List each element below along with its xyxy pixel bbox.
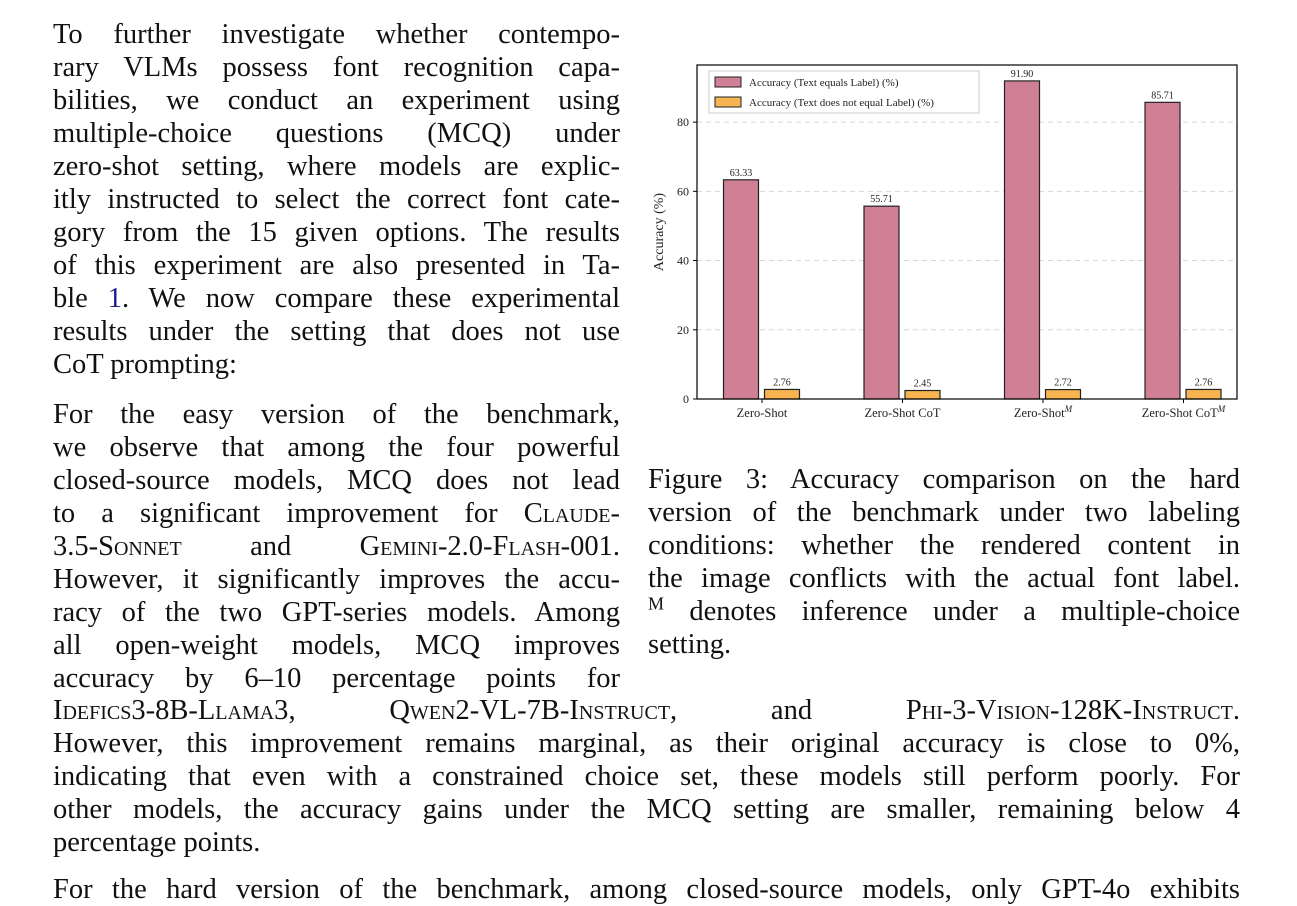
x-tick-label: Zero-Shot CoT (864, 406, 941, 420)
text-line (648, 595, 1240, 628)
text-segment: However, it significantly improves the accu- (53, 564, 620, 595)
text-segment: ble (53, 283, 108, 314)
bar-value-label: 2.76 (773, 377, 791, 389)
text-line (648, 628, 1240, 661)
figure-caption (648, 463, 1240, 661)
text-line (53, 596, 620, 629)
text-segment: other models, the accuracy gains under the MCQ setting are smaller, remaining below 4 (53, 794, 1240, 825)
full-width-paragraph (53, 694, 1240, 859)
text-line (53, 497, 620, 530)
y-tick-label: 0 (683, 392, 689, 406)
text-line (53, 873, 1240, 906)
x-tick-label: Zero-Shot CoT$^M$ (1141, 404, 1226, 420)
text-line (53, 398, 620, 431)
text-line (53, 431, 620, 464)
text-segment: Claude- (523, 498, 620, 529)
text-segment: version of the benchmark under two labeling (648, 497, 1240, 528)
text-line (648, 463, 1240, 496)
bar-value-label: 91.90 (1010, 68, 1034, 80)
text-segment: indicating that even with a constrained choice set, these models still perform poorly. For (53, 761, 1240, 792)
text-line (53, 216, 620, 249)
text-line (53, 51, 620, 84)
table-reference-link[interactable]: 1 (107, 283, 122, 314)
legend-swatch (715, 97, 741, 107)
text-line (648, 529, 1240, 562)
bar (724, 180, 759, 399)
bar (1046, 390, 1081, 399)
text-segment: However, this improvement remains marginal, as their original accuracy is close to 0%, (53, 728, 1240, 759)
bar-value-label: 63.33 (729, 167, 753, 179)
x-tick-label: Zero-Shot (736, 406, 788, 420)
y-tick-label: 20 (677, 322, 689, 337)
text-segment: percentage points. (53, 827, 261, 858)
bar-value-label: 2.45 (913, 378, 932, 390)
text-segment: . We now compare these experimental (122, 283, 620, 314)
y-axis-label: Accuracy (%) (652, 192, 667, 272)
text-line (53, 727, 1240, 760)
text-segment: and (181, 531, 360, 562)
bar-value-label: 2.72 (1054, 377, 1072, 389)
text-segment: denotes inference under a multiple-choice (664, 596, 1240, 627)
bar-value-label: 2.76 (1194, 377, 1213, 389)
bar (1186, 389, 1221, 399)
text-segment: closed-source models, MCQ does not lead (53, 465, 620, 496)
text-segment: CoT prompting: (53, 349, 237, 380)
text-segment: , (288, 695, 390, 726)
text-segment: racy of the two GPT-series models. Among (53, 597, 620, 628)
text-line (53, 84, 620, 117)
text-segment: of this experiment are also presented in Ta- (53, 250, 620, 281)
bar (1005, 81, 1040, 399)
text-segment: all open-weight models, MCQ improves (53, 630, 620, 661)
text-segment: zero-shot setting, where models are explic- (53, 151, 620, 182)
text-segment: we observe that among the four powerful (53, 432, 620, 463)
bar (864, 206, 899, 399)
text-line (53, 826, 1240, 859)
text-line (53, 464, 620, 497)
text-segment: Qwen2-VL-7B-Instruct (389, 695, 671, 726)
left-paragraph-1 (53, 18, 620, 381)
bar (765, 389, 800, 399)
text-segment: , and (670, 695, 906, 726)
legend-label: Accuracy (Text does not equal Label) (%) (749, 97, 934, 109)
text-line (53, 18, 620, 51)
text-segment: Gemini-2.0-Flash-001 (359, 531, 613, 562)
text-line (53, 282, 620, 315)
text-line (648, 562, 1240, 595)
text-line (53, 662, 620, 695)
legend-swatch (715, 77, 741, 87)
text-segment: 3.5-Sonnet (53, 531, 182, 562)
text-segment: M (648, 593, 665, 614)
text-line (53, 315, 620, 348)
text-line (53, 530, 620, 563)
text-line (53, 183, 620, 216)
bar-value-label: 55.71 (870, 194, 893, 206)
text-segment: itly instructed to select the correct font cate- (53, 184, 620, 215)
bar-value-label: 85.71 (1151, 90, 1174, 102)
text-line (53, 793, 1240, 826)
text-segment: Idefics3-8B-Llama3 (53, 695, 289, 726)
text-line (53, 760, 1240, 793)
text-segment: To further investigate whether contempo- (53, 19, 620, 50)
text-segment: conditions: whether the rendered content in (648, 530, 1240, 561)
text-segment: the image conflicts with the actual font label. (648, 563, 1240, 594)
text-segment: results under the setting that does not use (53, 316, 620, 347)
next-paragraph (53, 873, 1240, 906)
x-tick-label: Zero-Shot$^M$ (1013, 404, 1073, 420)
text-segment: to a significant improvement for (53, 498, 524, 529)
legend-label: Accuracy (Text equals Label) (%) (749, 77, 899, 89)
text-line (53, 629, 620, 662)
text-line (53, 563, 620, 596)
text-segment: setting. (648, 629, 732, 660)
text-segment: Figure 3: Accuracy comparison on the hard (648, 464, 1240, 495)
text-segment: For the easy version of the benchmark, (53, 399, 620, 430)
y-tick-label: 60 (677, 184, 689, 199)
y-tick-label: 80 (677, 115, 689, 130)
y-tick-label: 40 (677, 253, 689, 268)
text-line (53, 348, 620, 381)
text-line (648, 496, 1240, 529)
bar (1145, 102, 1180, 399)
text-segment: gory from the 15 given options. The results (53, 217, 620, 248)
bar-chart (645, 58, 1245, 430)
text-segment: accuracy by 6–10 percentage points for (53, 663, 620, 694)
text-segment: Phi-3-Vision-128K-Instruct (905, 695, 1233, 726)
text-segment: multiple-choice questions (MCQ) under (53, 118, 620, 149)
legend (709, 71, 979, 113)
text-line (53, 694, 1240, 727)
text-line (53, 117, 620, 150)
text-segment: . (1232, 695, 1240, 726)
text-segment: rary VLMs possess font recognition capa- (53, 52, 620, 83)
text-segment: bilities, we conduct an experiment using (53, 85, 620, 116)
text-segment: For the hard version of the benchmark, among closed-source models, only GPT-4o exhibits (53, 874, 1240, 905)
text-line (53, 150, 620, 183)
left-paragraph-2 (53, 398, 620, 695)
text-segment: . (612, 531, 620, 562)
bar (905, 391, 940, 399)
text-line (53, 249, 620, 282)
